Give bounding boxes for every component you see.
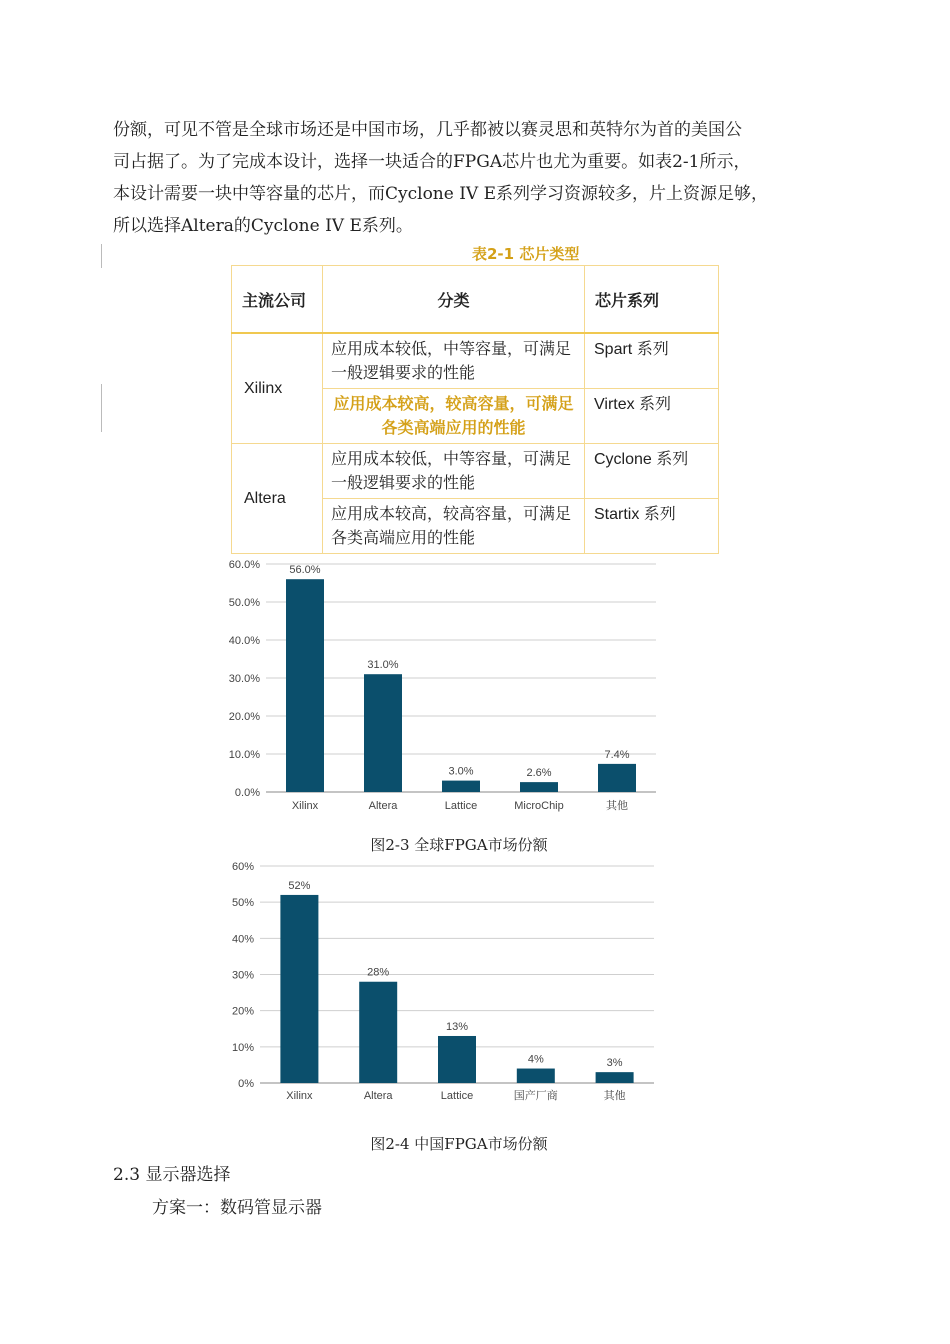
global-fpga-market-chart [214, 552, 674, 820]
series-cell: Virtex 系列 [585, 389, 719, 444]
bar [520, 782, 558, 792]
y-tick-label: 20% [231, 1005, 254, 1018]
header-series: 芯片系列 [585, 266, 719, 334]
paragraph-line: 所以选择Altera的Cyclone IV E系列。 [113, 216, 413, 236]
category-label: Altera [363, 1090, 393, 1102]
y-tick-label: 50.0% [228, 597, 260, 609]
data-label: 7.4% [604, 748, 630, 761]
y-tick-label: 20.0% [228, 711, 260, 723]
y-tick-label: 10% [231, 1041, 254, 1054]
category-cell: 应用成本较高，较高容量，可满足各类高端应用的性能 [323, 499, 585, 554]
series-cell: Cyclone 系列 [585, 444, 719, 499]
series-cell: Startix 系列 [585, 499, 719, 554]
category-label: 其他 [606, 800, 628, 812]
data-label: 31.0% [367, 659, 399, 672]
revision-mark [101, 244, 102, 268]
data-label: 13% [445, 1020, 469, 1033]
bar [438, 1036, 476, 1083]
company-cell: Xilinx [232, 333, 323, 444]
table-row [232, 444, 719, 499]
y-tick-label: 30% [231, 969, 254, 982]
series-cell: Spart 系列 [585, 333, 719, 389]
revision-mark [101, 384, 102, 432]
bar [596, 1072, 634, 1083]
data-label: 28% [367, 966, 390, 979]
figure-caption-china: 图2-4 中国FPGA市场份额 [370, 1135, 548, 1153]
body-paragraph [113, 114, 853, 242]
y-tick-label: 10.0% [228, 749, 260, 761]
category-label: Xilinx [286, 1090, 313, 1102]
section-heading: 2.3 显示器选择 [113, 1165, 231, 1185]
scheme-text: 方案一：数码管显示器 [152, 1198, 322, 1218]
bar [286, 579, 324, 792]
y-tick-label: 60.0% [228, 559, 260, 571]
company-cell: Altera [232, 444, 323, 554]
category-label: 其他 [603, 1090, 626, 1102]
y-tick-label: 50% [231, 897, 254, 910]
category-cell-highlighted: 应用成本较高，较高容量，可满足各类高端应用的性能 [323, 389, 585, 444]
y-tick-label: 30.0% [228, 673, 260, 685]
table-caption: 表2-1 芯片类型 [472, 245, 580, 263]
category-cell: 应用成本较低，中等容量，可满足一般逻辑要求的性能 [323, 444, 585, 499]
data-label: 3% [606, 1057, 623, 1070]
header-category: 分类 [323, 266, 585, 334]
category-label: Xilinx [291, 800, 319, 812]
data-label: 3.0% [448, 765, 474, 778]
y-tick-label: 40% [231, 933, 254, 946]
data-label: 2.6% [526, 767, 552, 780]
bar [517, 1069, 555, 1083]
category-label: 国产厂商 [513, 1090, 558, 1102]
paragraph-line: 司占据了。为了完成本设计，选择一块适合的FPGA芯片也尤为重要。如表2-1所示， [113, 152, 751, 172]
category-cell: 应用成本较低，中等容量，可满足一般逻辑要求的性能 [323, 333, 585, 389]
figure-caption-global: 图2-3 全球FPGA市场份额 [370, 836, 548, 854]
y-tick-label: 60% [231, 861, 254, 873]
bar [598, 764, 636, 792]
category-label: Lattice [444, 800, 478, 812]
bar [442, 781, 480, 792]
chip-type-table [231, 265, 719, 554]
china-fpga-market-chart [214, 854, 674, 1110]
data-label: 4% [527, 1053, 544, 1066]
bar [280, 895, 318, 1083]
table-row [232, 333, 719, 389]
bar [364, 674, 402, 792]
table-header-row [232, 266, 719, 334]
data-label: 56.0% [289, 564, 321, 577]
data-label: 52% [288, 879, 311, 892]
category-label: Lattice [440, 1090, 474, 1102]
y-tick-label: 0.0% [234, 787, 260, 799]
bar [359, 982, 397, 1083]
paragraph-line: 本设计需要一块中等容量的芯片，而Cyclone IV E系列学习资源较多，片上资源足够， [113, 184, 769, 204]
y-tick-label: 0% [238, 1078, 254, 1090]
y-tick-label: 40.0% [228, 635, 260, 647]
paragraph-line: 份额，可见不管是全球市场还是中国市场，几乎都被以赛灵思和英特尔为首的美国公 [113, 120, 742, 140]
category-label: MicroChip [514, 800, 564, 812]
category-label: Altera [368, 800, 398, 812]
header-company: 主流公司 [232, 266, 323, 334]
